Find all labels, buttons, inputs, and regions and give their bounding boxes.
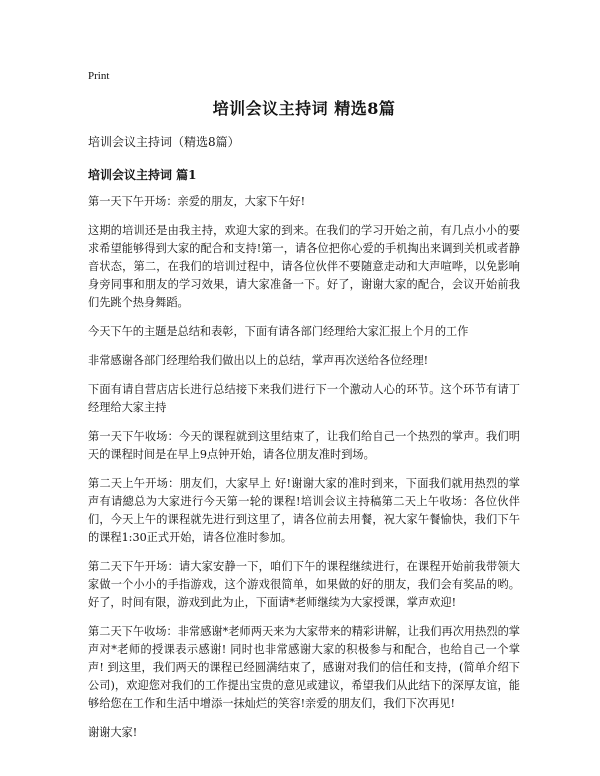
paragraph: 非常感谢各部门经理给我们做出以上的总结，掌声再次送给各位经理! [88, 354, 429, 367]
paragraph: 第二天下午开场：请大家安静一下，咱们下午的课程继续进行，在课程开始前我带领大家做一个小小的手指游戏，这个游戏很简单，如果做的好的朋友，我们会有奖品的哟。 好了，时间有限，游戏到此为止，下面请*老师继续为大家授课，掌声欢迎! [88, 560, 520, 609]
document-subtitle: 培训会议主持词（精选8篇） [88, 135, 240, 149]
paragraph: 这期的培训还是由我主持，欢迎大家的到来。在我们的学习开始之前，有几点小小的要求希望能够得到大家的配合和支持!第一，请各位把你心爱的手机掏出来调到关机或者静音状态，第二，在我们的培训过程中，请各位伙伴不要随意走动和大声喧哗，以免影响身旁同事和朋友的学习效果，请大家准备一下。好了，谢谢大家的配合，会议开始前我们先跳个热身舞蹈。 [88, 224, 520, 309]
paragraph: 下面有请自营店店长进行总结接下来我们进行下一个激动人心的环节。这个环节有请丁经理给大家主持 [88, 383, 520, 414]
print-label: Print [88, 70, 110, 82]
section-heading: 培训会议主持词 篇1 [88, 168, 197, 182]
paragraph: 第一天下午开场：亲爱的朋友，大家下午好! [88, 195, 306, 208]
paragraph: 谢谢大家! [88, 726, 138, 739]
paragraph: 第一天下午收场：今天的课程就到这里结束了，让我们给自己一个热烈的掌声。我们明天的课程时间是在早上9点钟开始，请各位朋友准时到场。 [88, 430, 520, 461]
document-title: 培训会议主持词 精选8篇 [212, 99, 396, 118]
paragraph: 第二天上午开场：朋友们，大家早上 好!谢谢大家的准时到来，下面我们就用热烈的掌声有请總总为大家进行今天第一轮的课程!培训会议主持稿第二天上午收场：各位伙伴们，今天上午的课程就先进行到这里了，请各位前去用餐，祝大家午餐愉快，我们下午的课程1:30正式开始，请各位准时参加。 [88, 477, 520, 544]
paragraph: 今天下午的主题是总结和表彰，下面有请各部门经理给大家汇报上个月的工作 [88, 325, 469, 338]
paragraph: 第二天下午收场：非常感谢*老师两天来为大家带来的精彩讲解，让我们再次用热烈的掌声对*老师的授课表示感谢! 同时也非常感谢大家的积极参与和配合，也给自己一个掌声! 到这里，我们两天的课程已经圆满结束了，感谢对我们的信任和支持，(简单介绍下公司)，欢迎您对我们的工作提出宝贵的意见或建议，希望我们从此结下的深厚友谊，能够给您在工作和生活中增添一抹灿烂的笑容!亲爱的朋友们，我们下次再见! [88, 625, 520, 710]
document-page [88, 70, 520, 753]
